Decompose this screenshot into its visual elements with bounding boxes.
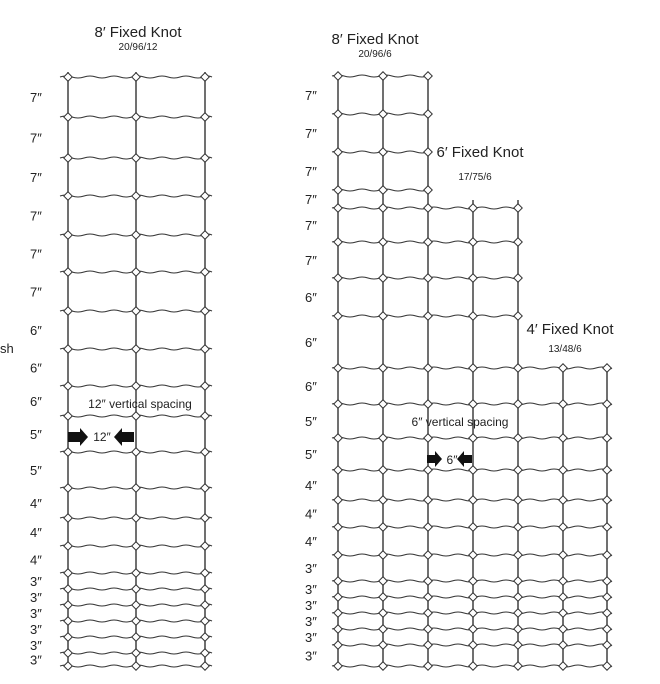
left-fixed-knot bbox=[64, 617, 72, 625]
right-title-4ft: 4′ Fixed Knot bbox=[526, 321, 614, 338]
right-fixed-knot bbox=[514, 204, 522, 212]
right-row-spacing-label: 7″ bbox=[305, 253, 317, 268]
right-fixed-knot bbox=[603, 551, 611, 559]
right-fixed-knot bbox=[603, 523, 611, 531]
right-row-spacing-label: 4″ bbox=[305, 478, 317, 493]
left-fixed-knot bbox=[201, 448, 209, 456]
left-row-spacing-label: 6″ bbox=[30, 394, 42, 409]
left-fixed-knot bbox=[64, 154, 72, 162]
right-fixed-knot bbox=[469, 641, 477, 649]
right-fixed-knot bbox=[334, 148, 342, 156]
left-row-spacing-label: 5″ bbox=[30, 463, 42, 478]
right-fixed-knot bbox=[379, 434, 387, 442]
left-fixed-knot bbox=[64, 307, 72, 315]
left-fixed-knot bbox=[64, 484, 72, 492]
left-fixed-knot bbox=[132, 231, 140, 239]
right-fixed-knot bbox=[334, 551, 342, 559]
right-fixed-knot bbox=[559, 466, 567, 474]
left-fixed-knot bbox=[201, 662, 209, 670]
left-row-spacing-label: 3″ bbox=[30, 574, 42, 589]
right-spec-4ft: 13/48/6 bbox=[548, 344, 582, 355]
left-fixed-knot bbox=[132, 345, 140, 353]
right-fixed-knot bbox=[424, 434, 432, 442]
right-row-spacing-label: 3″ bbox=[305, 598, 317, 613]
left-fixed-knot bbox=[201, 617, 209, 625]
left-fence-8ft-12in bbox=[30, 72, 212, 670]
right-fixed-knot bbox=[469, 577, 477, 585]
right-row-spacing-label: 6″ bbox=[305, 379, 317, 394]
left-fixed-knot bbox=[201, 601, 209, 609]
right-fixed-knot bbox=[379, 400, 387, 408]
right-fixed-knot bbox=[424, 641, 432, 649]
left-fixed-knot bbox=[132, 154, 140, 162]
right-row-spacing-label: 3″ bbox=[305, 648, 317, 664]
right-row-spacing-label: 5″ bbox=[305, 447, 317, 462]
right-fixed-knot bbox=[424, 186, 432, 194]
left-fixed-knot bbox=[201, 192, 209, 200]
right-fixed-knot bbox=[379, 625, 387, 633]
left-fixed-knot bbox=[201, 154, 209, 162]
right-title-8ft: 8′ Fixed Knot bbox=[331, 31, 419, 48]
right-fixed-knot bbox=[514, 496, 522, 504]
left-fixed-knot bbox=[132, 662, 140, 670]
right-fixed-knot bbox=[334, 72, 342, 80]
right-fixed-knot bbox=[424, 72, 432, 80]
right-fixed-knot bbox=[469, 400, 477, 408]
right-row-spacing-label: 3″ bbox=[305, 582, 317, 597]
left-fixed-knot bbox=[64, 662, 72, 670]
right-fixed-knot bbox=[424, 204, 432, 212]
right-row-spacing-label: 7″ bbox=[305, 126, 317, 141]
left-row-spacing-label: 7″ bbox=[30, 170, 42, 185]
left-fixed-knot bbox=[64, 542, 72, 550]
left-width-label: 12″ bbox=[93, 430, 111, 444]
right-fixed-knot bbox=[334, 364, 342, 372]
left-fixed-knot bbox=[201, 268, 209, 276]
right-fixed-knot bbox=[559, 609, 567, 617]
left-fixed-knot bbox=[201, 113, 209, 121]
right-fixed-knot bbox=[559, 577, 567, 585]
left-fixed-knot bbox=[201, 649, 209, 657]
right-fixed-knot bbox=[379, 593, 387, 601]
right-row-spacing-label: 4″ bbox=[305, 534, 317, 549]
right-fixed-knot bbox=[379, 641, 387, 649]
right-fixed-knot bbox=[379, 238, 387, 246]
right-fixed-knot bbox=[559, 641, 567, 649]
left-row-spacing-label: 7″ bbox=[30, 284, 42, 300]
left-fixed-knot bbox=[132, 542, 140, 550]
right-fixed-knot bbox=[559, 551, 567, 559]
left-fixed-knot bbox=[64, 345, 72, 353]
left-fixed-knot bbox=[132, 569, 140, 577]
right-fixed-knot bbox=[603, 434, 611, 442]
left-fixed-knot bbox=[132, 601, 140, 609]
left-fixed-knot bbox=[64, 569, 72, 577]
right-fixed-knot bbox=[603, 466, 611, 474]
left-fixed-knot bbox=[64, 514, 72, 522]
right-fixed-knot bbox=[603, 496, 611, 504]
left-title: 8′ Fixed Knot bbox=[94, 24, 182, 41]
right-row-spacing-label: 5″ bbox=[305, 414, 317, 429]
right-spec-6ft: 17/75/6 bbox=[458, 172, 492, 183]
right-row-spacing-label: 4″ bbox=[305, 506, 317, 522]
left-fixed-knot bbox=[64, 633, 72, 641]
right-fixed-knot bbox=[469, 625, 477, 633]
right-fixed-knot bbox=[334, 274, 342, 282]
right-fixed-knot bbox=[334, 186, 342, 194]
left-spec: 20/96/12 bbox=[118, 42, 158, 53]
right-fixed-knot bbox=[379, 662, 387, 670]
left-fixed-knot bbox=[64, 192, 72, 200]
right-fixed-knot bbox=[469, 274, 477, 282]
left-fixed-knot bbox=[132, 633, 140, 641]
right-row-spacing-label: 7″ bbox=[305, 88, 317, 103]
left-fixed-knot bbox=[201, 412, 209, 420]
right-fixed-knot bbox=[514, 312, 522, 320]
left-fixed-knot bbox=[64, 382, 72, 390]
left-fixed-knot bbox=[64, 585, 72, 593]
right-fixed-knot bbox=[514, 400, 522, 408]
left-fixed-knot bbox=[201, 382, 209, 390]
left-fixed-knot bbox=[132, 412, 140, 420]
right-fixed-knot bbox=[334, 312, 342, 320]
left-fixed-knot bbox=[132, 307, 140, 315]
right-fixed-knot bbox=[334, 204, 342, 212]
right-row-spacing-label: 3″ bbox=[305, 614, 317, 629]
right-fixed-knot bbox=[603, 609, 611, 617]
right-fixed-knot bbox=[379, 204, 387, 212]
right-fixed-knot bbox=[379, 496, 387, 504]
right-fixed-knot bbox=[559, 593, 567, 601]
right-fixed-knot bbox=[379, 148, 387, 156]
right-fixed-knot bbox=[334, 238, 342, 246]
right-width-arrow bbox=[427, 451, 472, 467]
right-fixed-knot bbox=[603, 662, 611, 670]
right-fixed-knot bbox=[379, 523, 387, 531]
right-fixed-knot bbox=[603, 625, 611, 633]
right-fixed-knot bbox=[514, 274, 522, 282]
left-fixed-knot bbox=[132, 649, 140, 657]
left-row-spacing-label: 6″ bbox=[30, 360, 42, 376]
right-fixed-knot bbox=[334, 400, 342, 408]
left-fixed-knot bbox=[64, 649, 72, 657]
right-fixed-knot bbox=[379, 274, 387, 282]
right-fixed-knot bbox=[334, 625, 342, 633]
right-fixed-knot bbox=[424, 662, 432, 670]
right-fixed-knot bbox=[559, 496, 567, 504]
left-fixed-knot bbox=[201, 569, 209, 577]
right-fixed-knot bbox=[379, 609, 387, 617]
right-row-spacing-label: 3″ bbox=[305, 561, 317, 576]
right-fixed-knot bbox=[469, 466, 477, 474]
left-fixed-knot bbox=[64, 412, 72, 420]
right-title-6ft: 6′ Fixed Knot bbox=[436, 144, 524, 161]
left-fixed-knot bbox=[64, 601, 72, 609]
left-fixed-knot bbox=[64, 268, 72, 276]
right-fixed-knot bbox=[469, 609, 477, 617]
right-fixed-knot bbox=[379, 364, 387, 372]
right-fixed-knot bbox=[559, 400, 567, 408]
right-fixed-knot bbox=[334, 593, 342, 601]
right-fixed-knot bbox=[469, 238, 477, 246]
right-fixed-knot bbox=[559, 364, 567, 372]
right-fixed-knot bbox=[469, 312, 477, 320]
right-width-label: 6″ bbox=[446, 453, 458, 467]
left-row-spacing-label: 4″ bbox=[30, 496, 42, 511]
left-fixed-knot bbox=[201, 484, 209, 492]
right-fixed-knot bbox=[424, 400, 432, 408]
left-edge-text-fragment: sh bbox=[0, 341, 14, 356]
left-row-spacing-label: 7″ bbox=[30, 90, 42, 105]
left-fixed-knot bbox=[132, 585, 140, 593]
left-fixed-knot bbox=[132, 268, 140, 276]
left-fixed-knot bbox=[132, 382, 140, 390]
left-row-spacing-label: 3″ bbox=[30, 606, 42, 621]
right-fixed-knot bbox=[514, 641, 522, 649]
left-fixed-knot bbox=[201, 514, 209, 522]
right-fixed-knot bbox=[469, 523, 477, 531]
right-fixed-knot bbox=[514, 593, 522, 601]
right-fixed-knot bbox=[559, 662, 567, 670]
left-row-spacing-label: 3″ bbox=[30, 622, 42, 637]
left-row-spacing-label: 4″ bbox=[30, 525, 42, 540]
right-fixed-knot bbox=[603, 593, 611, 601]
right-fixed-knot bbox=[334, 496, 342, 504]
right-fixed-knot bbox=[469, 204, 477, 212]
left-fixed-knot bbox=[64, 113, 72, 121]
right-fixed-knot bbox=[379, 577, 387, 585]
right-fixed-knot bbox=[334, 662, 342, 670]
left-fixed-knot bbox=[201, 542, 209, 550]
right-row-spacing-label: 3″ bbox=[305, 630, 317, 645]
right-fixed-knot bbox=[334, 609, 342, 617]
right-fixed-knot bbox=[603, 641, 611, 649]
left-row-spacing-label: 7″ bbox=[30, 208, 42, 224]
right-fixed-knot bbox=[424, 523, 432, 531]
left-fixed-knot bbox=[201, 307, 209, 315]
right-fixed-knot bbox=[469, 593, 477, 601]
left-spacing-note: 12″ vertical spacing bbox=[88, 397, 192, 411]
left-fixed-knot bbox=[132, 514, 140, 522]
right-fixed-knot bbox=[514, 551, 522, 559]
left-fixed-knot bbox=[132, 192, 140, 200]
left-row-spacing-label: 4″ bbox=[30, 552, 42, 568]
right-fixed-knot bbox=[379, 110, 387, 118]
right-fixed-knot bbox=[514, 238, 522, 246]
right-fixed-knot bbox=[514, 662, 522, 670]
right-fixed-knot bbox=[514, 577, 522, 585]
right-fixed-knot bbox=[379, 466, 387, 474]
right-fixed-knot bbox=[559, 625, 567, 633]
right-fixed-knot bbox=[469, 496, 477, 504]
right-fixed-knot bbox=[334, 466, 342, 474]
right-fixed-knot bbox=[424, 496, 432, 504]
left-fixed-knot bbox=[201, 633, 209, 641]
right-fixed-knot bbox=[424, 609, 432, 617]
right-fixed-knot bbox=[424, 148, 432, 156]
right-row-spacing-label: 7″ bbox=[305, 218, 317, 233]
left-row-spacing-label: 6″ bbox=[30, 323, 42, 338]
right-fixed-knot bbox=[469, 551, 477, 559]
right-fixed-knot bbox=[424, 593, 432, 601]
right-fixed-knot bbox=[334, 577, 342, 585]
right-fixed-knot bbox=[514, 609, 522, 617]
right-fixed-knot bbox=[514, 466, 522, 474]
right-fixed-knot bbox=[334, 110, 342, 118]
right-fixed-knot bbox=[379, 312, 387, 320]
right-fixed-knot bbox=[469, 434, 477, 442]
right-fixed-knot bbox=[559, 523, 567, 531]
right-row-spacing-label: 6″ bbox=[305, 335, 317, 350]
left-row-spacing-label: 3″ bbox=[30, 590, 42, 605]
right-row-spacing-label: 7″ bbox=[305, 192, 317, 207]
right-fixed-knot bbox=[603, 364, 611, 372]
left-fixed-knot bbox=[132, 73, 140, 81]
left-fixed-knot bbox=[201, 231, 209, 239]
right-fixed-knot bbox=[559, 434, 567, 442]
right-fixed-knot bbox=[334, 434, 342, 442]
right-fixed-knot bbox=[334, 523, 342, 531]
left-row-spacing-label: 7″ bbox=[30, 130, 42, 146]
left-row-spacing-label: 3″ bbox=[30, 652, 42, 668]
right-fixed-knot bbox=[424, 625, 432, 633]
right-fixed-knot bbox=[603, 577, 611, 585]
right-fixed-knot bbox=[603, 400, 611, 408]
right-fixed-knot bbox=[424, 110, 432, 118]
right-row-spacing-label: 6″ bbox=[305, 290, 317, 305]
left-fixed-knot bbox=[64, 231, 72, 239]
right-fixed-knot bbox=[424, 312, 432, 320]
right-fixed-knot bbox=[424, 364, 432, 372]
right-fixed-knot bbox=[424, 577, 432, 585]
left-row-spacing-label: 3″ bbox=[30, 638, 42, 653]
right-fixed-knot bbox=[514, 434, 522, 442]
right-fixed-knot bbox=[334, 641, 342, 649]
right-fixed-knot bbox=[514, 364, 522, 372]
right-row-spacing-label: 7″ bbox=[305, 164, 317, 179]
right-fixed-knot bbox=[469, 364, 477, 372]
right-fixed-knot bbox=[514, 625, 522, 633]
right-fixed-knot bbox=[469, 662, 477, 670]
left-fixed-knot bbox=[132, 448, 140, 456]
right-fixed-knot bbox=[379, 72, 387, 80]
right-spacing-note: 6″ vertical spacing bbox=[411, 415, 509, 429]
right-fixed-knot bbox=[379, 551, 387, 559]
left-fixed-knot bbox=[64, 73, 72, 81]
left-fixed-knot bbox=[64, 448, 72, 456]
right-fixed-knot bbox=[424, 466, 432, 474]
right-fixed-knot bbox=[424, 238, 432, 246]
left-width-arrow bbox=[68, 428, 134, 446]
right-fence-stepped-6in bbox=[305, 72, 612, 670]
left-fixed-knot bbox=[132, 617, 140, 625]
right-spec-8ft: 20/96/6 bbox=[358, 49, 392, 60]
left-row-spacing-label: 7″ bbox=[30, 246, 42, 262]
right-fixed-knot bbox=[514, 523, 522, 531]
left-row-spacing-label: 5″ bbox=[30, 427, 42, 442]
left-fixed-knot bbox=[132, 113, 140, 121]
left-fixed-knot bbox=[201, 345, 209, 353]
left-fixed-knot bbox=[201, 585, 209, 593]
right-fixed-knot bbox=[379, 186, 387, 194]
left-fixed-knot bbox=[132, 484, 140, 492]
right-fixed-knot bbox=[424, 551, 432, 559]
left-fixed-knot bbox=[201, 73, 209, 81]
right-fixed-knot bbox=[424, 274, 432, 282]
